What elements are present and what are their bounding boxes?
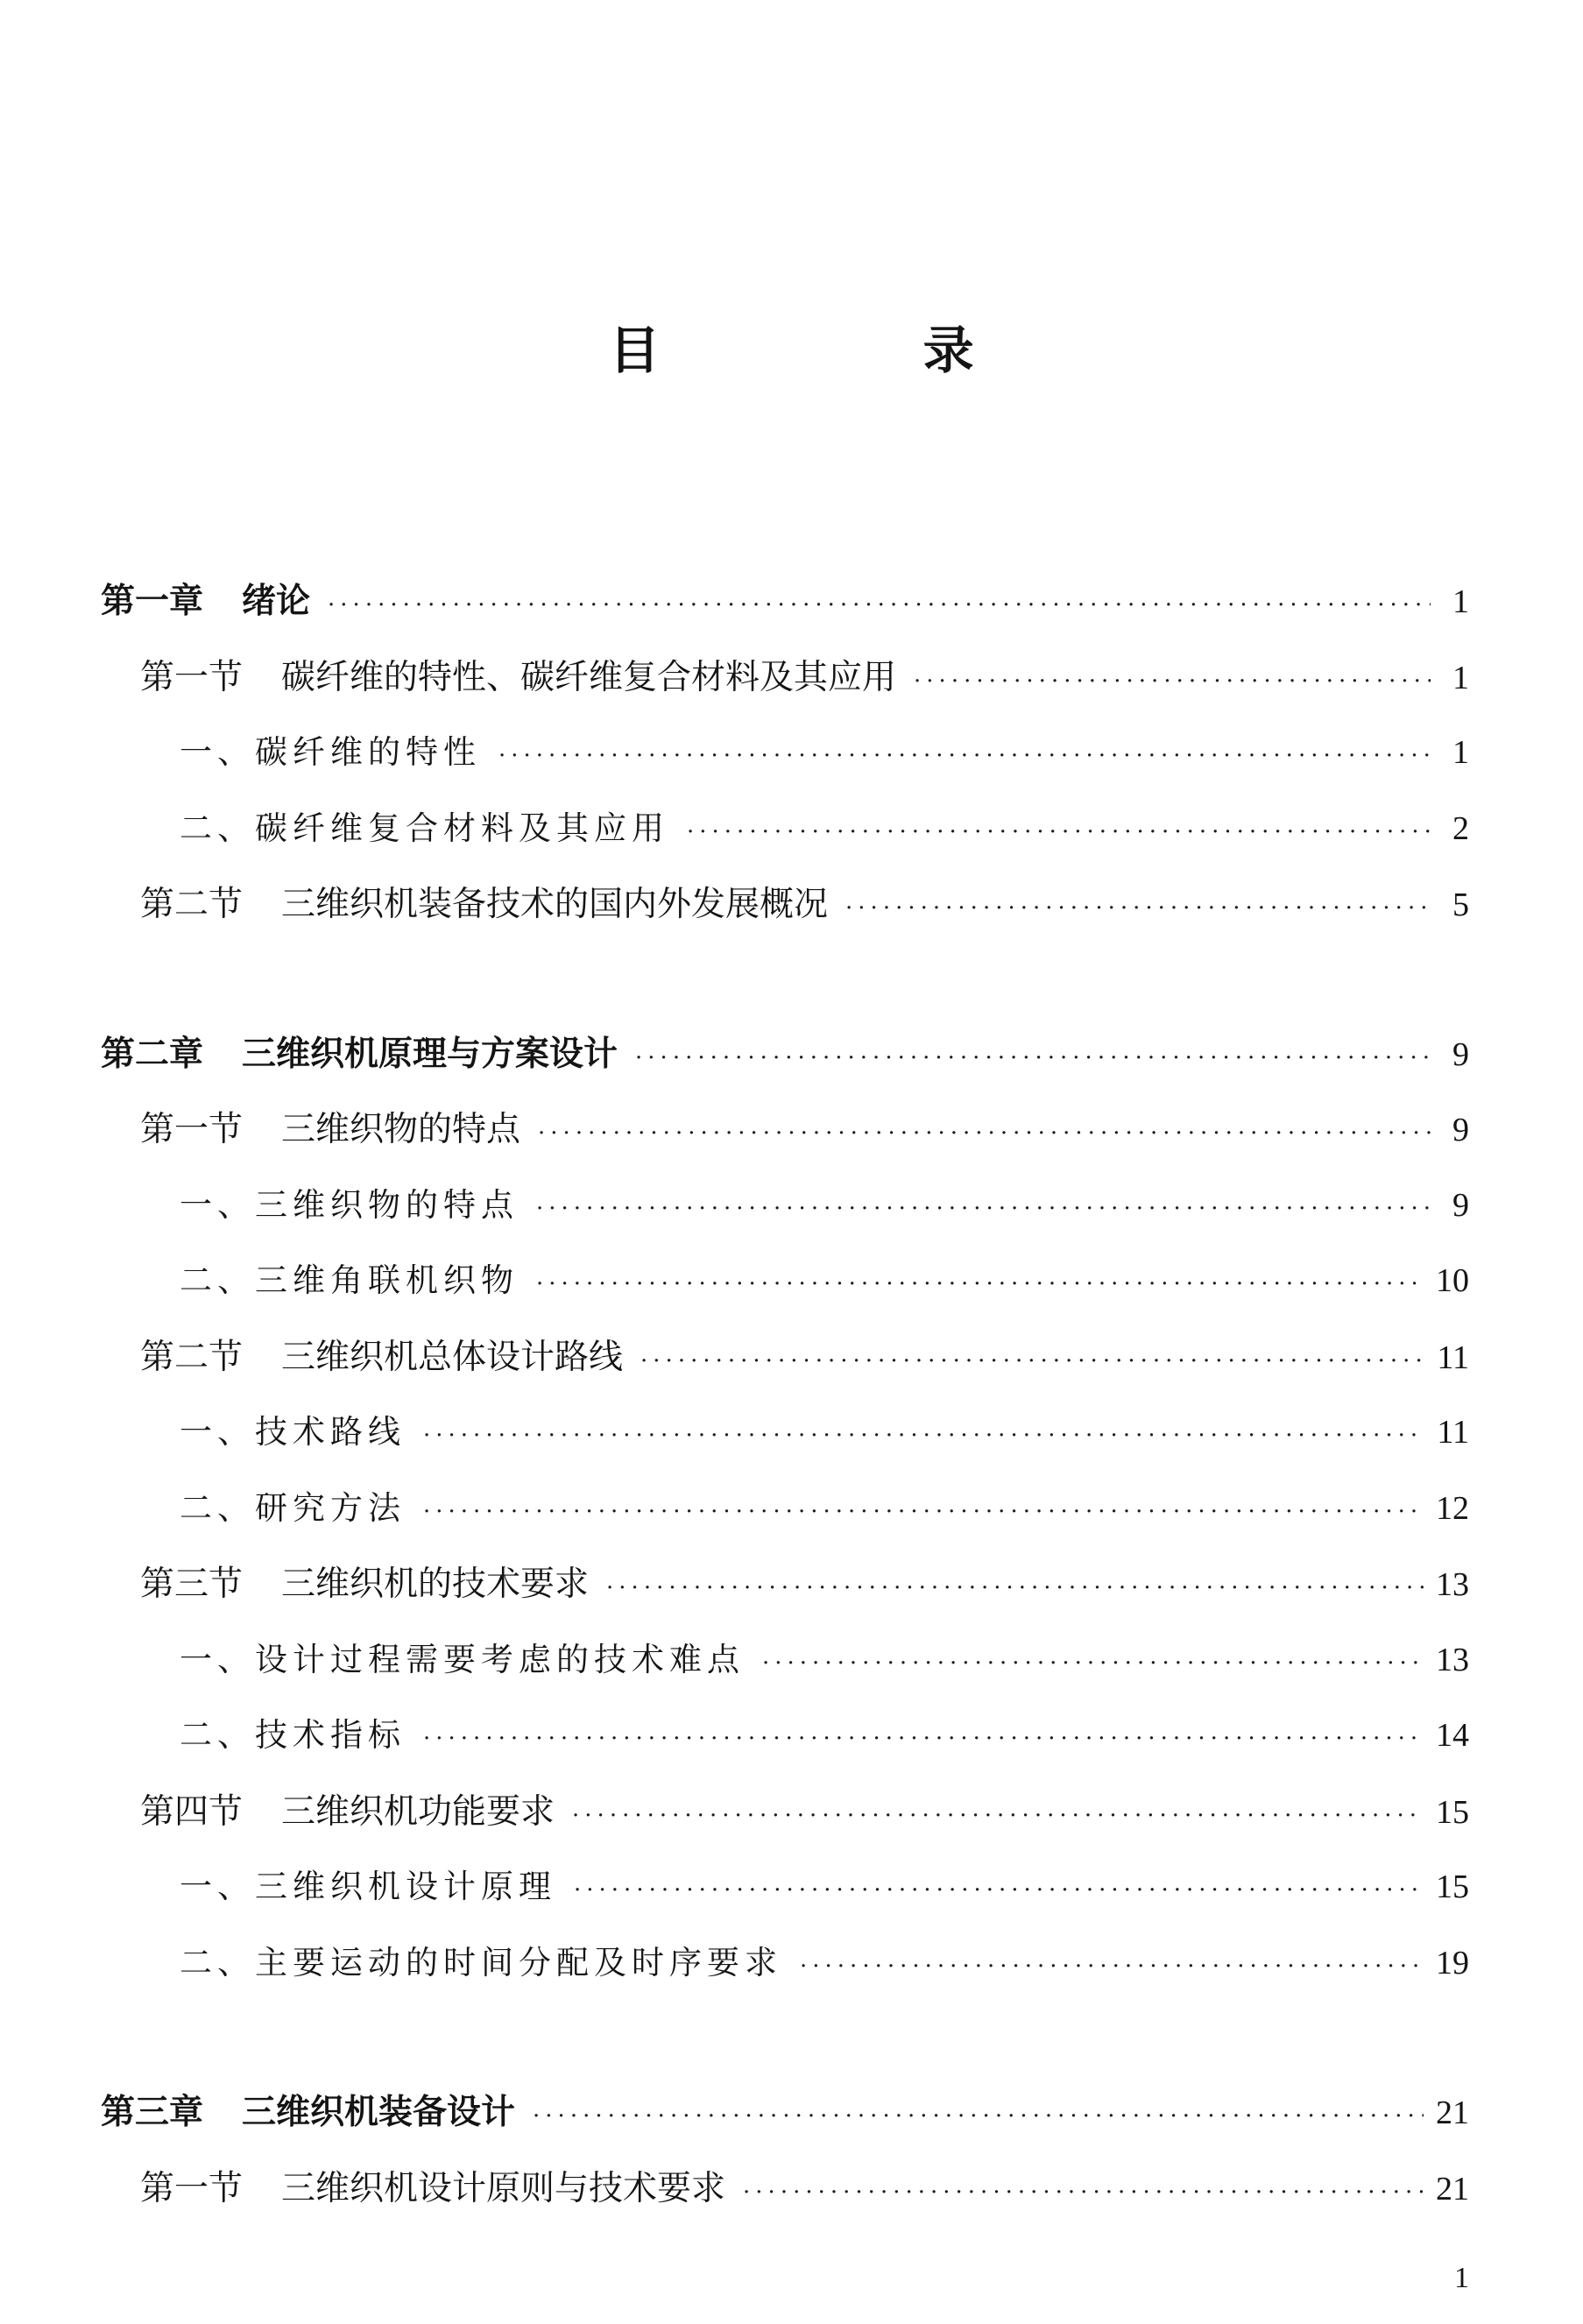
subsection-title: 一、碳纤维的特性 xyxy=(180,733,481,771)
toc-section-entry[interactable] xyxy=(0,1784,1583,1861)
page-title: 目 录 xyxy=(609,321,1097,380)
subsection-title: 二、碳纤维复合材料及其应用 xyxy=(180,809,669,847)
table-of-contents xyxy=(0,574,1583,2236)
subsection-title: 一、设计过程需要考虑的技术难点 xyxy=(180,1640,745,1678)
toc-section-entry[interactable] xyxy=(0,1102,1583,1178)
entry-page-number: 1 xyxy=(1452,734,1469,771)
section-number: 第四节 xyxy=(140,1791,244,1832)
dot-leader xyxy=(743,2179,1424,2206)
section-title: 碳纤维的特性、碳纤维复合材料及其应用 xyxy=(281,657,897,697)
dot-leader xyxy=(423,1499,1424,1525)
entry-page-number: 13 xyxy=(1436,1641,1469,1678)
dot-leader xyxy=(574,1877,1424,1904)
toc-subsection-entry[interactable] xyxy=(0,1178,1583,1254)
toc-subsection-entry[interactable] xyxy=(0,725,1583,802)
toc-section-entry[interactable] xyxy=(0,1557,1583,1633)
dot-leader xyxy=(606,1575,1424,1601)
chapter-group xyxy=(0,1027,1583,2012)
section-number: 第二节 xyxy=(140,885,244,924)
chapter-number: 第一章 xyxy=(101,582,204,621)
subsection-title: 二、技术指标 xyxy=(180,1716,406,1754)
section-number: 第一节 xyxy=(140,657,244,697)
toc-section-entry[interactable] xyxy=(0,650,1583,726)
section-title: 三维织物的特点 xyxy=(281,1110,521,1149)
section-title: 三维织机的技术要求 xyxy=(281,1565,590,1604)
entry-page-number: 2 xyxy=(1452,809,1469,847)
toc-subsection-entry[interactable] xyxy=(0,1860,1583,1936)
page-number: 1 xyxy=(1454,2262,1469,2294)
toc-subsection-entry[interactable] xyxy=(0,1405,1583,1481)
entry-page-number: 21 xyxy=(1436,2170,1469,2207)
toc-section-entry[interactable] xyxy=(0,2161,1583,2237)
dot-leader xyxy=(423,1726,1424,1752)
dot-leader xyxy=(640,1348,1424,1374)
toc-subsection-entry[interactable] xyxy=(0,802,1583,878)
chapter-page-number: 9 xyxy=(1452,1035,1469,1073)
entry-page-number: 15 xyxy=(1436,1793,1469,1831)
section-title: 三维织机装备技术的国内外发展概况 xyxy=(281,885,829,924)
subsection-title: 一、技术路线 xyxy=(180,1413,406,1451)
toc-subsection-entry[interactable] xyxy=(0,1481,1583,1558)
section-title: 三维织机设计原则与技术要求 xyxy=(281,2168,726,2208)
entry-page-number: 11 xyxy=(1437,1339,1469,1376)
dot-leader xyxy=(423,1423,1424,1449)
section-number: 第二节 xyxy=(140,1337,244,1377)
toc-chapter-entry[interactable] xyxy=(0,574,1583,650)
entry-page-number: 15 xyxy=(1436,1868,1469,1905)
dot-leader xyxy=(914,668,1431,695)
dot-leader xyxy=(762,1650,1424,1677)
entry-page-number: 19 xyxy=(1436,1944,1469,1981)
section-number: 第三节 xyxy=(140,1565,244,1604)
subsection-title: 一、三维织物的特点 xyxy=(180,1185,519,1224)
entry-page-number: 12 xyxy=(1436,1489,1469,1527)
subsection-title: 二、三维角联机织物 xyxy=(180,1261,519,1299)
entry-page-number: 13 xyxy=(1436,1566,1469,1603)
toc-subsection-entry[interactable] xyxy=(0,1936,1583,2012)
entry-page-number: 9 xyxy=(1452,1112,1469,1148)
toc-subsection-entry[interactable] xyxy=(0,1708,1583,1784)
dot-leader xyxy=(533,2103,1424,2130)
dot-leader xyxy=(538,1120,1431,1147)
toc-subsection-entry[interactable] xyxy=(0,1633,1583,1709)
dot-leader xyxy=(845,895,1431,922)
entry-page-number: 1 xyxy=(1452,659,1469,696)
chapter-page-number: 21 xyxy=(1436,2094,1469,2131)
section-title: 三维织机总体设计路线 xyxy=(281,1337,624,1377)
dot-leader xyxy=(687,819,1431,845)
dot-leader xyxy=(328,592,1431,618)
toc-subsection-entry[interactable] xyxy=(0,1254,1583,1330)
dot-leader xyxy=(498,743,1431,769)
toc-section-entry[interactable] xyxy=(0,1330,1583,1406)
chapter-title: 三维织机原理与方案设计 xyxy=(242,1034,618,1074)
chapter-title: 三维织机装备设计 xyxy=(242,2093,516,2132)
toc-section-entry[interactable] xyxy=(0,877,1583,953)
entry-page-number: 11 xyxy=(1437,1414,1469,1451)
entry-page-number: 10 xyxy=(1436,1262,1469,1299)
subsection-title: 二、研究方法 xyxy=(180,1488,406,1527)
chapter-number: 第二章 xyxy=(101,1034,204,1074)
dot-leader xyxy=(635,1045,1431,1071)
chapter-number: 第三章 xyxy=(101,2093,204,2132)
dot-leader xyxy=(572,1803,1424,1829)
entry-page-number: 5 xyxy=(1452,887,1469,923)
entry-page-number: 9 xyxy=(1452,1186,1469,1224)
subsection-title: 一、三维织机设计原理 xyxy=(180,1868,556,1905)
toc-chapter-entry[interactable] xyxy=(0,2085,1583,2161)
chapter-group xyxy=(0,574,1583,953)
toc-chapter-entry[interactable] xyxy=(0,1027,1583,1103)
chapter-group xyxy=(0,2085,1583,2236)
subsection-title: 二、主要运动的时间分配及时序要求 xyxy=(180,1943,782,1981)
dot-leader xyxy=(800,1953,1424,1980)
chapter-page-number: 1 xyxy=(1452,583,1469,620)
chapter-title: 绪论 xyxy=(242,582,311,621)
section-number: 第一节 xyxy=(140,2168,244,2208)
section-number: 第一节 xyxy=(140,1110,244,1149)
dot-leader xyxy=(536,1271,1424,1297)
section-title: 三维织机功能要求 xyxy=(281,1791,555,1832)
dot-leader xyxy=(536,1196,1431,1222)
entry-page-number: 14 xyxy=(1436,1717,1469,1754)
